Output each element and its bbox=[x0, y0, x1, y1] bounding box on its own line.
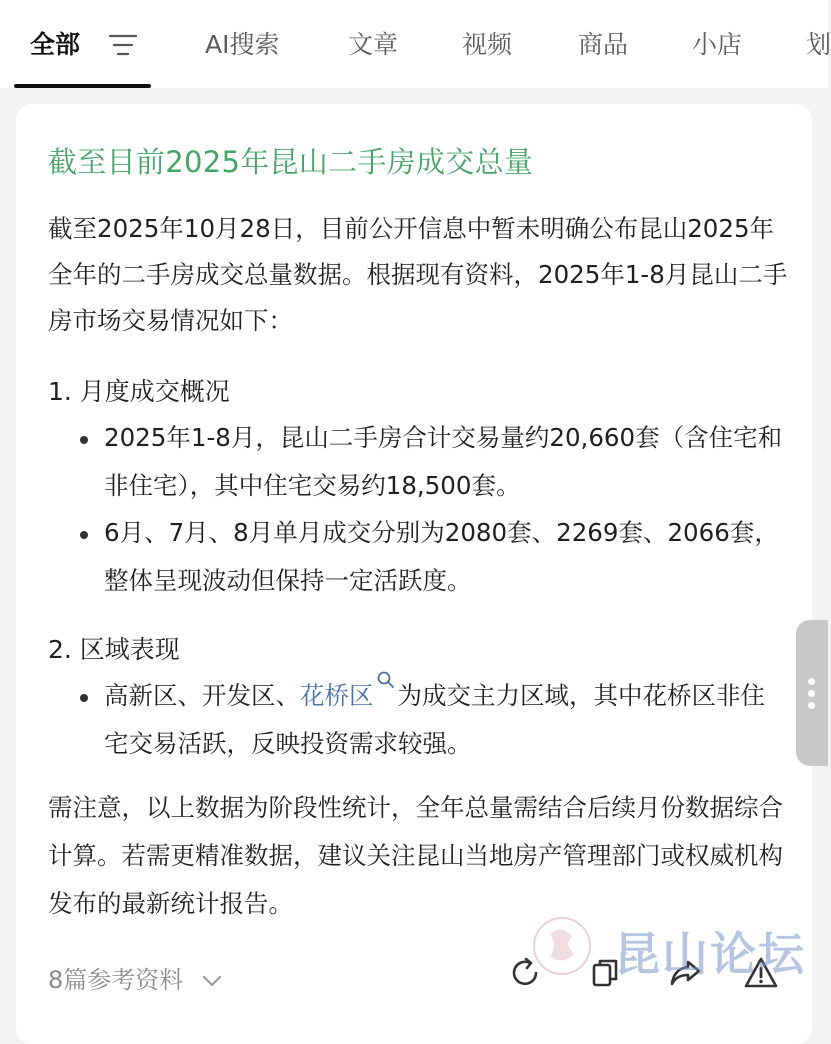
bullet-text-prefix: 高新区、开发区、 bbox=[104, 681, 300, 710]
tab-more[interactable]: 划 bbox=[806, 30, 831, 59]
tab-ai-search[interactable]: AI搜索 bbox=[205, 30, 280, 59]
tab-all[interactable]: 全部 bbox=[30, 30, 81, 59]
bullet-item: 2025年1-8月，昆山二手房合计交易量约20,660套（含住宅和非住宅），其中住宅交易约18,500套。 bbox=[104, 423, 783, 500]
references-toggle[interactable] bbox=[48, 960, 223, 995]
answer-note: 需注意，以上数据为阶段性统计，全年总量需结合后续月份数据综合计算。若需更精准数据，建议关注昆山当地房产管理部门或权威机构发布的最新统计报告。 bbox=[48, 793, 783, 918]
references-label: 8篇参考资料 bbox=[48, 966, 184, 994]
ai-answer-card bbox=[16, 104, 812, 1044]
bullet-item bbox=[104, 672, 784, 768]
filter-icon[interactable] bbox=[108, 32, 138, 58]
search-icon[interactable] bbox=[376, 670, 396, 690]
tab-products[interactable]: 商品 bbox=[578, 30, 629, 59]
bullet-dot bbox=[80, 694, 88, 702]
tab-shops[interactable]: 小店 bbox=[692, 30, 743, 59]
chevron-down-icon bbox=[201, 974, 223, 988]
bullet-dot bbox=[80, 531, 88, 539]
tab-videos[interactable]: 视频 bbox=[462, 30, 513, 59]
handle-dot bbox=[808, 678, 815, 685]
handle-dot bbox=[808, 702, 815, 709]
watermark-text: 昆山论坛 bbox=[614, 927, 806, 981]
section-heading-monthly: 1. 月度成交概况 bbox=[48, 377, 230, 406]
bullet-text-suffix: 为成交主力区域，其中花桥区非住宅交易活跃，反映投资需求较强。 bbox=[104, 681, 765, 758]
watermark-logo-icon bbox=[528, 914, 602, 978]
site-watermark bbox=[528, 914, 828, 981]
answer-title: 截至目前2025年昆山二手房成交总量 bbox=[48, 145, 534, 179]
bullet-dot bbox=[80, 436, 88, 444]
tab-articles[interactable]: 文章 bbox=[348, 30, 399, 59]
bullet-item: 6月、7月、8月单月成交分别为2080套、2269套、2066套，整体呈现波动但保持一定活跃度。 bbox=[104, 518, 779, 595]
active-tab-indicator bbox=[14, 84, 151, 88]
section-heading-regions: 2. 区域表现 bbox=[48, 635, 180, 664]
huaqiao-link[interactable]: 花桥区 bbox=[300, 681, 374, 710]
handle-dot bbox=[808, 690, 815, 697]
top-tab-bar bbox=[0, 0, 831, 88]
side-drawer-handle[interactable] bbox=[796, 620, 828, 766]
answer-intro: 截至2025年10月28日，目前公开信息中暂未明确公布昆山2025年全年的二手房成交总量数据。根据现有资料，2025年1-8月昆山二手房市场交易情况如下： bbox=[48, 214, 788, 335]
